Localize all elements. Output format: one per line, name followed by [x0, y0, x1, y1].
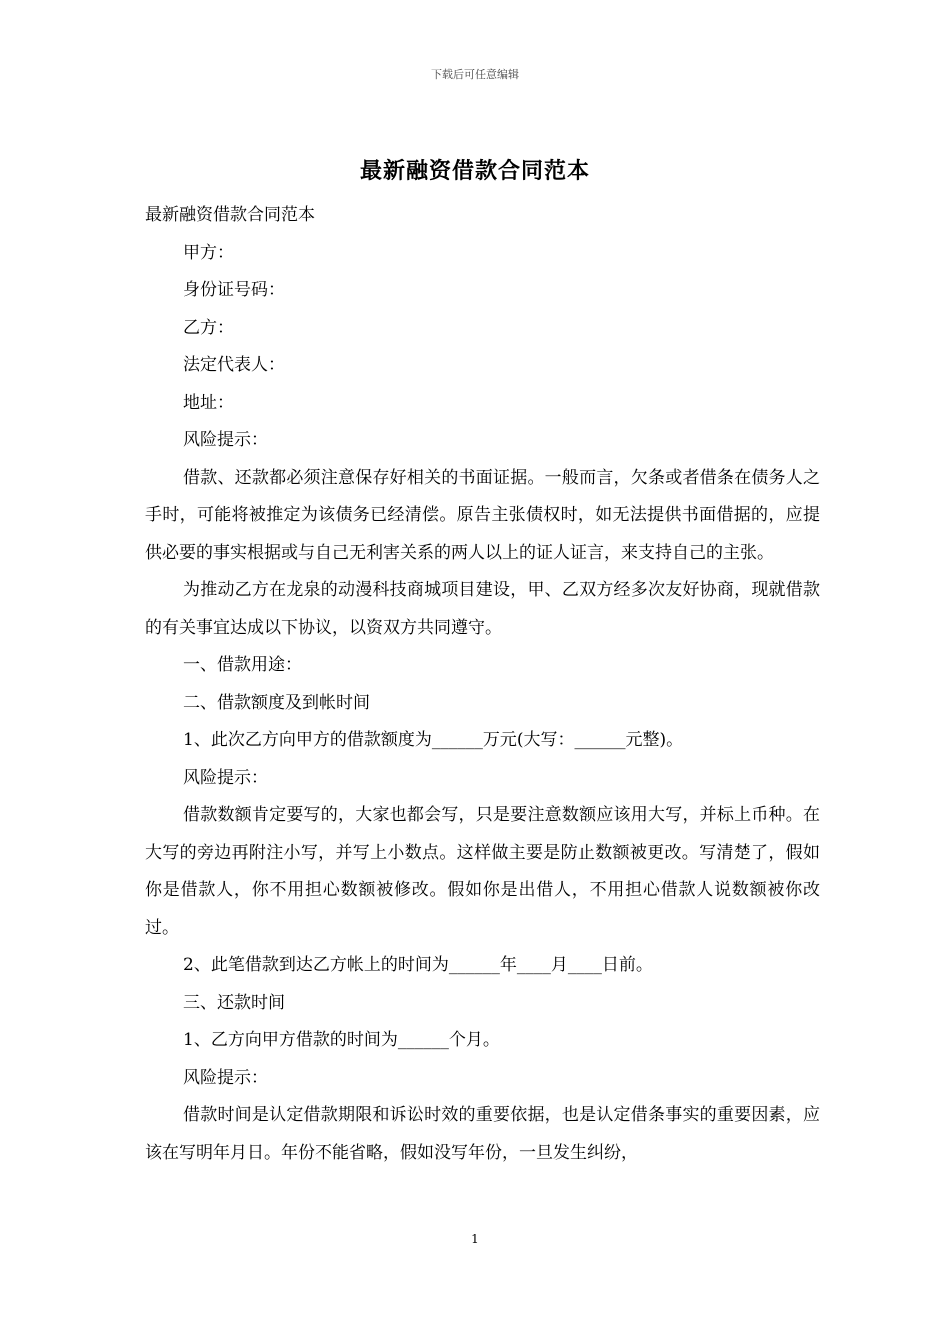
legal-rep-field: 法定代表人： [183, 355, 285, 375]
clause-text: 1、此次乙方向甲方的借款额度为______万元(大写：______元整)。 [183, 730, 684, 750]
page-number: 1 [471, 1232, 479, 1246]
page-header: 下载后可任意编辑 [431, 68, 519, 81]
risk-tip-heading: 风险提示： [183, 430, 268, 450]
intro-paragraph: 为推动乙方在龙泉的动漫科技商城项目建设，甲、乙双方经多次友好协商，现就借款的有关事宜达成以下协议，以资双方共同遵守。 [145, 580, 820, 638]
risk-paragraph: 借款、还款都必须注意保存好相关的书面证据。一般而言，欠条或者借条在债务人之手时，可能将被推定为该债务已经清偿。原告主张债权时，如无法提供书面借据的，应提供必要的事实根据或与自己无利害关系的两人以上的证人证言，来支持自己的主张。 [145, 467, 820, 563]
risk-paragraph: 借款时间是认定借款期限和诉讼时效的重要依据，也是认定借条事实的重要因素，应该在写明年月日。年份不能省略，假如没写年份，一旦发生纠纷， [145, 1105, 820, 1163]
document-body [145, 197, 820, 1172]
risk-tip-heading: 风险提示： [183, 1067, 268, 1088]
risk-tip-heading: 风险提示： [183, 767, 268, 788]
risk-paragraph: 借款数额肯定要写的，大家也都会写，只是要注意数额应该用大写，并标上币种。在大写的旁边再附注小写，并写上小数点。这样做主要是防止数额被更改。写清楚了，假如你是借款人，你不用担心数额被修改。假如你是出借人，不用担心借款人说数额被你改过。 [145, 805, 820, 938]
address-field: 地址： [183, 392, 234, 413]
section-heading: 二、借款额度及到帐时间 [183, 692, 370, 713]
id-number-field: 身份证号码： [183, 280, 285, 300]
party-b-field: 乙方： [183, 317, 234, 338]
document-title: 最新融资借款合同范本 [359, 158, 590, 184]
section-heading: 一、借款用途： [183, 655, 302, 675]
section-heading: 三、还款时间 [183, 992, 285, 1013]
subtitle: 最新融资借款合同范本 [145, 205, 315, 225]
clause-text: 1、乙方向甲方借款的时间为______个月。 [183, 1030, 500, 1050]
party-a-field: 甲方： [183, 242, 234, 263]
clause-text: 2、此笔借款到达乙方帐上的时间为______年____月____日前。 [183, 955, 653, 975]
